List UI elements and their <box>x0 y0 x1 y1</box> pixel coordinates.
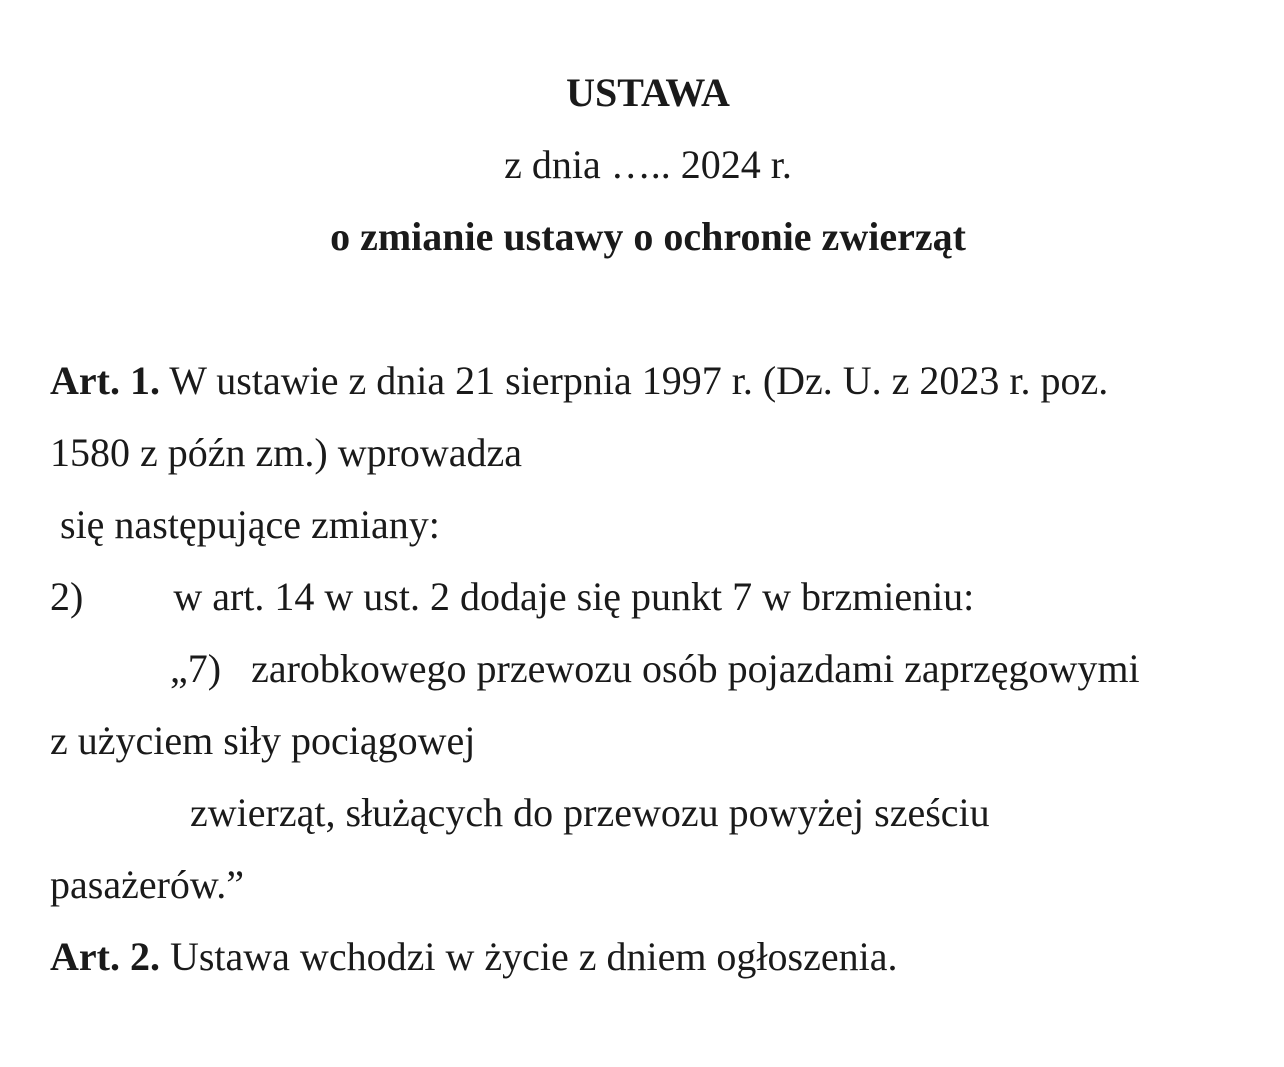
body-line-text: 1580 z późn zm.) wprowadza <box>50 430 523 475</box>
body-line-text: 2) w art. 14 w ust. 2 dodaje się punkt 7 w brzmieniu: <box>50 574 975 619</box>
body-line-continuation <box>50 777 1246 849</box>
body-line-text: „7) zarobkowego przewozu osób pojazdami zaprzęgowymi <box>50 646 1140 691</box>
blank-line <box>50 273 1246 345</box>
article-2-label: Art. 2. <box>50 934 160 979</box>
body-line-continuation <box>50 489 1246 561</box>
body-line-quote-end <box>50 849 1246 921</box>
body-line-point-7-quote <box>50 633 1246 705</box>
body-line-text: pasażerów.” <box>50 862 244 907</box>
body-line-continuation <box>50 417 1246 489</box>
document-subtitle: o zmianie ustawy o ochronie zwierząt <box>330 214 966 259</box>
body-line-art1-opening <box>50 345 1246 417</box>
document-title: USTAWA <box>566 70 730 115</box>
body-line-text: Ustawa wchodzi w życie z dniem ogłoszenia. <box>159 934 898 979</box>
document-date-line: z dnia ….. 2024 r. <box>504 142 792 187</box>
article-1-label: Art. 1. <box>50 358 160 403</box>
body-line-art2 <box>50 921 1246 993</box>
body-line-text: zwierząt, służących do przewozu powyżej sześciu <box>50 790 990 835</box>
body-line-continuation <box>50 705 1246 777</box>
body-line-text: się następujące zmiany: <box>50 502 440 547</box>
body-line-text: W ustawie z dnia 21 sierpnia 1997 r. (Dz. U. z 2023 r. poz. <box>159 358 1109 403</box>
body-line-point-2 <box>50 561 1246 633</box>
body-line-text: z użyciem siły pociągowej <box>50 718 476 763</box>
